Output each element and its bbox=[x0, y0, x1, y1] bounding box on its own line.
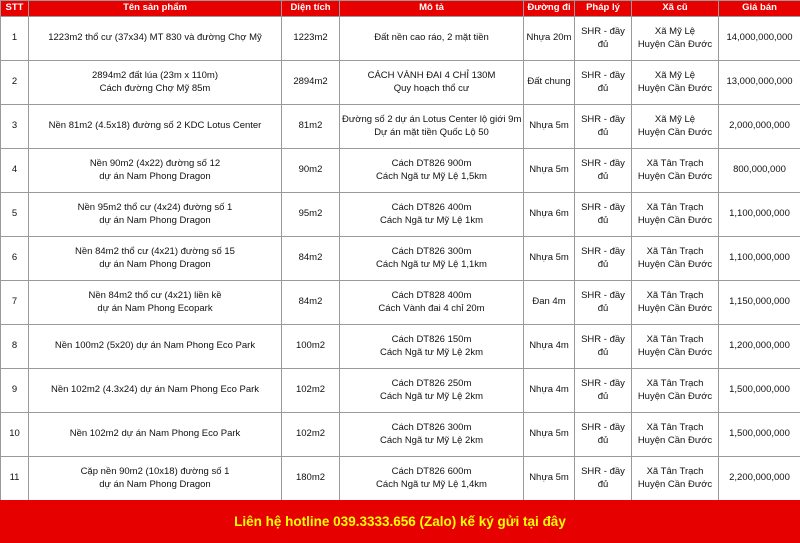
cell-description-line: Cách DT826 300m bbox=[391, 422, 472, 433]
cell-legal: SHR - đầy đủ bbox=[575, 17, 632, 61]
cell-product-name bbox=[29, 193, 282, 237]
cell-stt: 6 bbox=[1, 237, 29, 281]
cell-road: Nhựa 5m bbox=[524, 457, 575, 501]
cell-description-line: Cách Ngã tư Mỹ Lệ 2km bbox=[380, 390, 483, 402]
cell-commune bbox=[632, 193, 719, 237]
cell-area: 84m2 bbox=[282, 281, 340, 325]
cell-road: Nhựa 4m bbox=[524, 325, 575, 369]
cell-commune-line: Huyện Cần Đước bbox=[637, 170, 713, 182]
cell-product-name bbox=[29, 237, 282, 281]
cell-commune bbox=[632, 61, 719, 105]
cell-product-name-line: Nền 90m2 (4x22) đường số 12 bbox=[89, 158, 221, 169]
cell-commune-line: Xã Tân Trạch bbox=[646, 246, 704, 257]
cell-area: 2894m2 bbox=[282, 61, 340, 105]
cell-price: 1,150,000,000 bbox=[719, 281, 800, 325]
cell-area: 100m2 bbox=[282, 325, 340, 369]
cell-area: 102m2 bbox=[282, 369, 340, 413]
cell-stt: 7 bbox=[1, 281, 29, 325]
cell-area: 102m2 bbox=[282, 413, 340, 457]
cell-road: Nhựa 4m bbox=[524, 369, 575, 413]
cell-commune bbox=[632, 237, 719, 281]
cell-price: 1,100,000,000 bbox=[719, 237, 800, 281]
cell-description-line: Cách Vành đai 4 chỉ 20m bbox=[378, 302, 485, 314]
cell-commune-line: Huyện Cần Đước bbox=[637, 434, 713, 446]
cell-product-name-line: dự án Nam Phong Dragon bbox=[99, 478, 211, 490]
cell-price: 2,200,000,000 bbox=[719, 457, 800, 501]
table-row bbox=[1, 17, 800, 61]
cell-description-line: Cách DT826 900m bbox=[391, 158, 472, 169]
cell-product-name bbox=[29, 105, 282, 149]
cell-description-line: Cách Ngã tư Mỹ Lệ 2km bbox=[380, 434, 483, 446]
cell-road: Nhựa 5m bbox=[524, 149, 575, 193]
cell-description-line: Cách DT826 300m bbox=[391, 246, 472, 257]
cell-road: Nhựa 6m bbox=[524, 193, 575, 237]
cell-area: 84m2 bbox=[282, 237, 340, 281]
cell-description-line: Cách Ngã tư Mỹ Lệ 1,4km bbox=[376, 478, 487, 490]
cell-commune-line: Xã Tân Trạch bbox=[646, 334, 704, 345]
cell-description bbox=[340, 457, 524, 501]
cell-description bbox=[340, 149, 524, 193]
cell-product-name-line: 1223m2 thổ cư (37x34) MT 830 và đường Chợ Mỹ bbox=[48, 32, 262, 44]
header-price: Giá bán bbox=[719, 1, 800, 17]
cell-legal: SHR - đầy đủ bbox=[575, 369, 632, 413]
cell-product-name-line: Nền 95m2 thổ cư (4x24) đường số 1 bbox=[77, 202, 233, 213]
cell-area: 95m2 bbox=[282, 193, 340, 237]
cell-commune-line: Xã Tân Trạch bbox=[646, 422, 704, 433]
cell-commune bbox=[632, 457, 719, 501]
cell-product-name-line: dự án Nam Phong Dragon bbox=[99, 258, 211, 270]
cell-product-name bbox=[29, 325, 282, 369]
cell-commune-line: Xã Mỹ Lệ bbox=[654, 70, 696, 81]
table-header-row bbox=[1, 1, 800, 17]
cell-commune-line: Xã Tân Trạch bbox=[646, 202, 704, 213]
cell-area: 180m2 bbox=[282, 457, 340, 501]
cell-legal: SHR - đầy đủ bbox=[575, 457, 632, 501]
cell-commune-line: Huyện Cần Đước bbox=[637, 214, 713, 226]
cell-product-name-line: 2894m2 đất lúa (23m x 110m) bbox=[91, 70, 219, 81]
cell-commune bbox=[632, 413, 719, 457]
cell-commune-line: Huyện Cần Đước bbox=[637, 258, 713, 270]
cell-commune bbox=[632, 17, 719, 61]
header-commune: Xã cũ bbox=[632, 1, 719, 17]
cell-product-name bbox=[29, 369, 282, 413]
cell-product-name-line: Nền 102m2 dự án Nam Phong Eco Park bbox=[69, 428, 241, 440]
cell-legal: SHR - đầy đủ bbox=[575, 413, 632, 457]
cell-product-name bbox=[29, 61, 282, 105]
cell-description bbox=[340, 105, 524, 149]
cell-price: 800,000,000 bbox=[719, 149, 800, 193]
cell-commune bbox=[632, 281, 719, 325]
cell-stt: 2 bbox=[1, 61, 29, 105]
header-product-name: Tên sản phẩm bbox=[29, 1, 282, 17]
cell-description-line: Cách DT826 600m bbox=[391, 466, 472, 477]
cell-description-line: Cách DT826 150m bbox=[391, 334, 472, 345]
cell-description bbox=[340, 61, 524, 105]
header-legal: Pháp lý bbox=[575, 1, 632, 17]
cell-product-name-line: Nền 84m2 thổ cư (4x21) đường số 15 bbox=[75, 246, 235, 257]
cell-stt: 4 bbox=[1, 149, 29, 193]
cell-description-line: Đường số 2 dự án Lotus Center lộ giới 9m bbox=[342, 114, 522, 125]
cell-description bbox=[340, 17, 524, 61]
cell-commune bbox=[632, 369, 719, 413]
cell-legal: SHR - đầy đủ bbox=[575, 105, 632, 149]
cell-product-name bbox=[29, 17, 282, 61]
cell-stt: 10 bbox=[1, 413, 29, 457]
cell-road: Nhựa 5m bbox=[524, 237, 575, 281]
cell-legal: SHR - đầy đủ bbox=[575, 325, 632, 369]
header-area: Diện tích bbox=[282, 1, 340, 17]
table-row bbox=[1, 105, 800, 149]
cell-description-line: Cách Ngã tư Mỹ Lệ 1km bbox=[380, 214, 483, 226]
cell-commune-line: Huyện Cần Đước bbox=[637, 126, 713, 138]
cell-product-name bbox=[29, 281, 282, 325]
cell-product-name-line: Cặp nền 90m2 (10x18) đường số 1 bbox=[80, 466, 230, 477]
cell-legal: SHR - đầy đủ bbox=[575, 281, 632, 325]
header-stt: STT bbox=[1, 1, 29, 17]
cell-description-line: Quy hoạch thổ cư bbox=[393, 82, 470, 94]
cell-commune-line: Xã Mỹ Lệ bbox=[654, 26, 696, 37]
cell-commune-line: Huyện Cần Đước bbox=[637, 38, 713, 50]
cell-road: Nhựa 5m bbox=[524, 413, 575, 457]
cell-commune-line: Huyện Cần Đước bbox=[637, 82, 713, 94]
cell-description bbox=[340, 413, 524, 457]
cell-legal: SHR - đầy đủ bbox=[575, 237, 632, 281]
cell-commune-line: Xã Tân Trạch bbox=[646, 290, 704, 301]
cell-price: 1,100,000,000 bbox=[719, 193, 800, 237]
header-road: Đường đi bbox=[524, 1, 575, 17]
cell-description-line: Cách Ngã tư Mỹ Lệ 1,5km bbox=[376, 170, 487, 182]
header-description: Mô tả bbox=[340, 1, 524, 17]
cell-commune bbox=[632, 149, 719, 193]
cell-stt: 1 bbox=[1, 17, 29, 61]
cell-commune-line: Huyện Cần Đước bbox=[637, 390, 713, 402]
cell-price: 2,000,000,000 bbox=[719, 105, 800, 149]
cell-product-name-line: Nền 84m2 thổ cư (4x21) liền kề bbox=[88, 290, 222, 301]
cell-area: 81m2 bbox=[282, 105, 340, 149]
cell-product-name-line: dự án Nam Phong Ecopark bbox=[97, 302, 213, 314]
cell-description bbox=[340, 193, 524, 237]
cell-description bbox=[340, 325, 524, 369]
cell-description-line: Dự án mặt tiền Quốc Lộ 50 bbox=[374, 126, 489, 138]
cell-legal: SHR - đầy đủ bbox=[575, 149, 632, 193]
cell-commune-line: Huyện Cần Đước bbox=[637, 346, 713, 358]
table-row bbox=[1, 281, 800, 325]
cell-price: 14,000,000,000 bbox=[719, 17, 800, 61]
cell-commune-line: Huyện Cần Đước bbox=[637, 478, 713, 490]
table-row bbox=[1, 61, 800, 105]
cell-product-name bbox=[29, 149, 282, 193]
cell-product-name bbox=[29, 457, 282, 501]
cell-description-line: Cách DT828 400m bbox=[391, 290, 472, 301]
table-row bbox=[1, 193, 800, 237]
cell-description-line: CÁCH VÀNH ĐAI 4 CHỈ 130M bbox=[367, 70, 496, 81]
cell-area: 1223m2 bbox=[282, 17, 340, 61]
cell-area: 90m2 bbox=[282, 149, 340, 193]
cell-product-name-line: dự án Nam Phong Dragon bbox=[99, 214, 211, 226]
cell-description bbox=[340, 237, 524, 281]
cell-product-name-line: Nền 102m2 (4.3x24) dự án Nam Phong Eco Park bbox=[50, 384, 260, 396]
cell-commune-line: Xã Mỹ Lệ bbox=[654, 114, 696, 125]
cell-commune-line: Xã Tân Trạch bbox=[646, 158, 704, 169]
cell-description-line: Cách Ngã tư Mỹ Lệ 1,1km bbox=[376, 258, 487, 270]
cell-price: 13,000,000,000 bbox=[719, 61, 800, 105]
table-row bbox=[1, 413, 800, 457]
cell-description bbox=[340, 281, 524, 325]
cell-road: Đan 4m bbox=[524, 281, 575, 325]
cell-description-line: Cách DT826 400m bbox=[391, 202, 472, 213]
cell-description-line: Đất nền cao ráo, 2 mặt tiền bbox=[374, 32, 489, 44]
cell-commune-line: Xã Tân Trạch bbox=[646, 466, 704, 477]
hotline-text: Liên hệ hotline 039.3333.656 (Zalo) kế ký gửi tại đây bbox=[234, 514, 566, 529]
cell-commune-line: Xã Tân Trạch bbox=[646, 378, 704, 389]
cell-commune bbox=[632, 105, 719, 149]
cell-product-name-line: dự án Nam Phong Dragon bbox=[99, 170, 211, 182]
cell-product-name bbox=[29, 413, 282, 457]
table-row bbox=[1, 325, 800, 369]
hotline-banner bbox=[0, 500, 800, 543]
cell-product-name-line: Nền 100m2 (5x20) dự án Nam Phong Eco Park bbox=[54, 340, 256, 352]
cell-stt: 8 bbox=[1, 325, 29, 369]
cell-product-name-line: Nền 81m2 (4.5x18) đường số 2 KDC Lotus Center bbox=[48, 120, 262, 132]
table-row bbox=[1, 369, 800, 413]
cell-road: Nhựa 20m bbox=[524, 17, 575, 61]
cell-legal: SHR - đầy đủ bbox=[575, 61, 632, 105]
cell-commune-line: Huyện Cần Đước bbox=[637, 302, 713, 314]
cell-product-name-line: Cách đường Chợ Mỹ 85m bbox=[99, 82, 211, 94]
cell-road: Đất chung bbox=[524, 61, 575, 105]
cell-description bbox=[340, 369, 524, 413]
cell-stt: 9 bbox=[1, 369, 29, 413]
cell-stt: 5 bbox=[1, 193, 29, 237]
cell-description-line: Cách Ngã tư Mỹ Lệ 2km bbox=[380, 346, 483, 358]
cell-price: 1,500,000,000 bbox=[719, 413, 800, 457]
table-row bbox=[1, 237, 800, 281]
cell-road: Nhựa 5m bbox=[524, 105, 575, 149]
cell-legal: SHR - đầy đủ bbox=[575, 193, 632, 237]
table-row bbox=[1, 457, 800, 501]
cell-description-line: Cách DT826 250m bbox=[391, 378, 472, 389]
cell-commune bbox=[632, 325, 719, 369]
table-row bbox=[1, 149, 800, 193]
cell-stt: 3 bbox=[1, 105, 29, 149]
cell-price: 1,500,000,000 bbox=[719, 369, 800, 413]
cell-stt: 11 bbox=[1, 457, 29, 501]
cell-price: 1,200,000,000 bbox=[719, 325, 800, 369]
